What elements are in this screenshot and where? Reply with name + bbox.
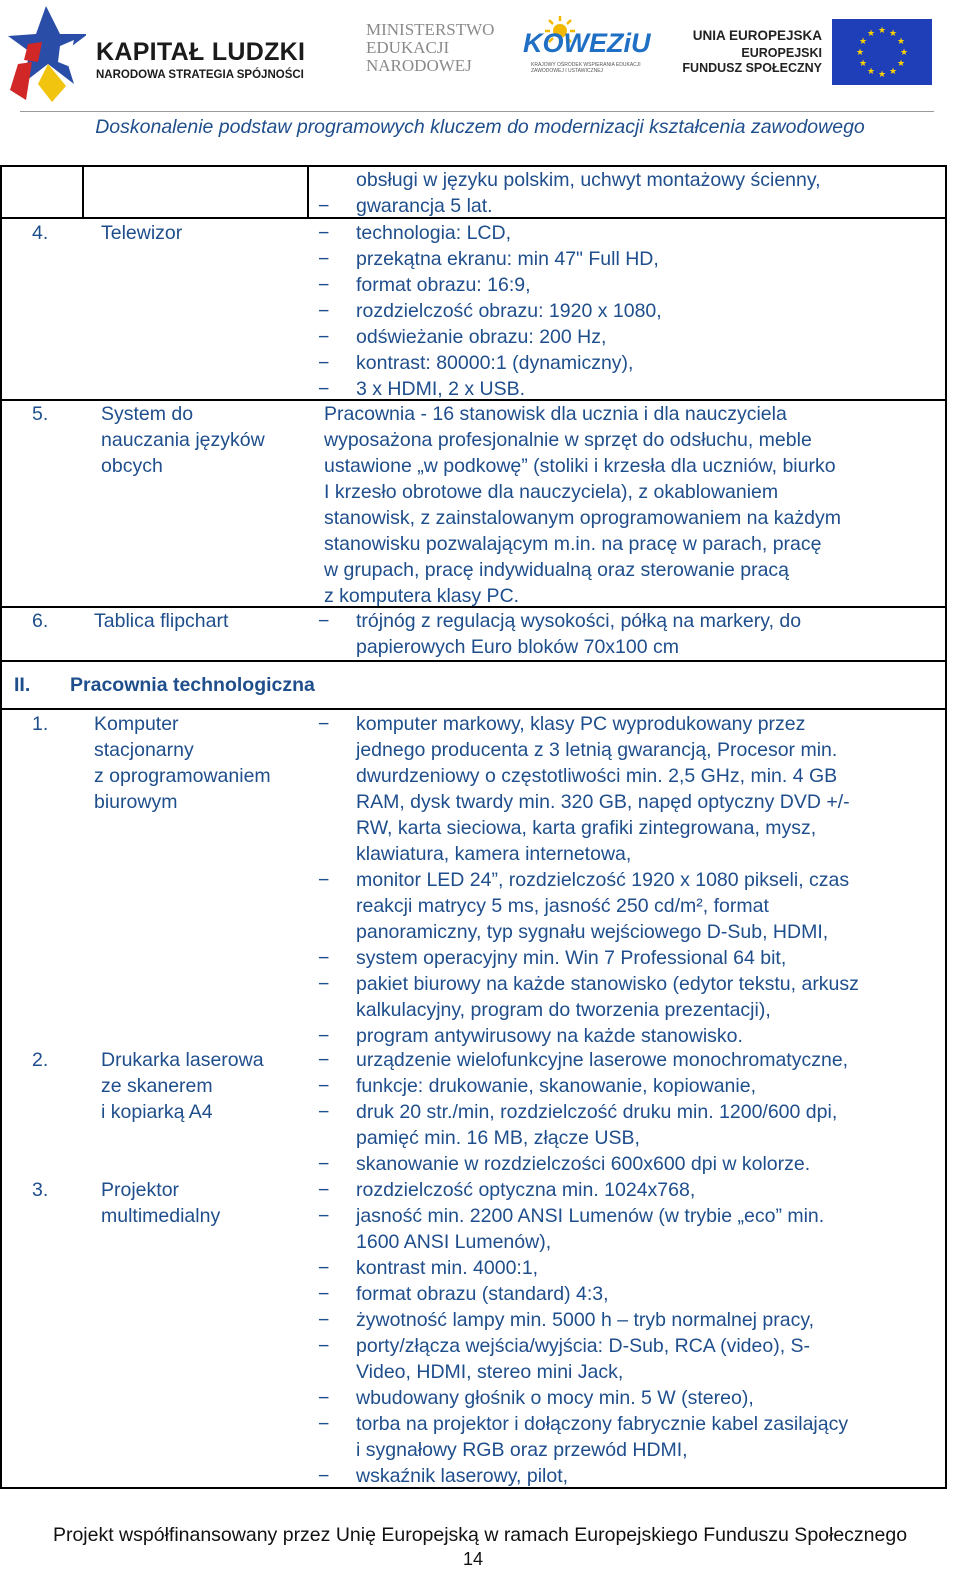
list-dash: − <box>318 1025 330 1047</box>
spec-line: monitor LED 24”, rozdzielczość 1920 x 1080 pikseli, czas <box>356 869 850 891</box>
table-border-left <box>0 165 2 1489</box>
list-dash: − <box>318 1413 330 1435</box>
spec-line: jasność min. 2200 ANSI Lumenów (w trybie „eco” min. <box>356 1205 825 1227</box>
spec-line: I krzesło obrotowe dla nauczyciela), z okablowaniem <box>324 481 779 503</box>
item-name: Projektor <box>101 1179 180 1201</box>
table-border-right <box>945 165 947 1489</box>
row-number: 2. <box>32 1049 49 1071</box>
ue-line-1: UNIA EUROPEJSKA <box>692 28 822 43</box>
spec-line: przekątna ekranu: min 47" Full HD, <box>356 248 659 270</box>
spec-line: pamięć min. 16 MB, złącze USB, <box>356 1127 640 1149</box>
list-dash: − <box>318 222 330 244</box>
spec-line: pakiet biurowy na każde stanowisko (edytor tekstu, arkusz <box>356 973 859 995</box>
spec-line: wyposażona profesjonalnie w sprzęt do odsłuchu, meble <box>324 429 812 451</box>
spec-line: torba na projektor i dołączony fabrycznie kabel zasilający <box>356 1413 849 1435</box>
kapital-ludzki-logo <box>8 4 328 102</box>
list-dash: − <box>318 352 330 374</box>
page-footer: Projekt współfinansowany przez Unię Europejską w ramach Europejskiego Funduszu Społecznego <box>52 1524 908 1546</box>
item-name: z oprogramowaniem <box>94 765 271 787</box>
spec-line: program antywirusowy na każde stanowisko. <box>356 1025 743 1047</box>
svg-text:★: ★ <box>877 70 887 80</box>
eu-flag-icon <box>832 19 932 85</box>
spec-line: i sygnałowy RGB oraz przewód HDMI, <box>356 1439 688 1461</box>
table-column-rule <box>82 165 84 217</box>
header-divider <box>20 111 934 112</box>
list-dash: − <box>318 1153 330 1175</box>
row-number: 4. <box>32 222 49 244</box>
spec-line: kalkulacyjny, program do tworzenia prezentacji), <box>356 999 771 1021</box>
item-name: ze skanerem <box>101 1075 213 1097</box>
item-name: multimedialny <box>101 1205 221 1227</box>
spec-line: ustawione „w podkowę” (stoliki i krzesła dla uczniów, biurko <box>324 455 836 477</box>
svg-text:★: ★ <box>858 37 868 47</box>
item-name: nauczania języków <box>101 429 265 451</box>
list-dash: − <box>318 1257 330 1279</box>
koweziu-logo <box>523 22 651 82</box>
section-number: II. <box>14 674 31 696</box>
row-number: 1. <box>32 713 49 735</box>
list-dash: − <box>318 1049 330 1071</box>
ue-line-3: FUNDUSZ SPOŁECZNY <box>682 61 822 75</box>
item-name: biurowym <box>94 791 178 813</box>
ue-line-2: EUROPEJSKI <box>741 46 822 60</box>
item-name: Drukarka laserowa <box>101 1049 264 1071</box>
spec-line: RW, karta sieciowa, karta grafiki zintegrowana, mysz, <box>356 817 817 839</box>
svg-text:★: ★ <box>866 67 876 77</box>
ministerstwo-line-3: NARODOWEJ <box>366 56 472 75</box>
svg-text:★: ★ <box>896 37 906 47</box>
spec-line: funkcje: drukowanie, skanowanie, kopiowanie, <box>356 1075 756 1097</box>
koweziu-subtitle: KRAJOWY OŚRODEK WSPIERANIA EDUKACJI ZAWODOWEJ I USTAWICZNEJ <box>531 62 641 74</box>
spec-line: z komputera klasy PC. <box>324 585 520 607</box>
list-dash: − <box>318 248 330 270</box>
spec-line: system operacyjny min. Win 7 Professional 64 bit, <box>356 947 787 969</box>
spec-line: kontrast min. 4000:1, <box>356 1257 539 1279</box>
svg-text:★: ★ <box>896 59 906 69</box>
item-name: obcych <box>101 455 163 477</box>
list-dash: − <box>318 973 330 995</box>
koweziu-title: KOWEZiU <box>523 28 651 58</box>
row-number: 6. <box>32 610 49 632</box>
item-name: Telewizor <box>101 222 183 244</box>
list-dash: − <box>318 610 330 632</box>
spec-line: trójnóg z regulacją wysokości, półką na markery, do <box>356 610 802 632</box>
spec-line: jednego producenta z 3 letnią gwarancją, Procesor min. <box>356 739 838 761</box>
spec-line: kontrast: 80000:1 (dynamiczny), <box>356 352 634 374</box>
list-dash: − <box>318 1179 330 1201</box>
svg-text:★: ★ <box>899 48 909 58</box>
svg-text:★: ★ <box>858 59 868 69</box>
list-dash: − <box>318 1387 330 1409</box>
spec-line: wskaźnik laserowy, pilot, <box>356 1465 569 1487</box>
table-column-rule <box>307 165 309 217</box>
ministerstwo-line-1: MINISTERSTWO <box>366 20 495 39</box>
list-dash: − <box>318 195 330 217</box>
item-name: System do <box>101 403 194 425</box>
ministerstwo-line-2: EDUKACJI <box>366 38 450 57</box>
list-dash: − <box>318 1283 330 1305</box>
svg-text:★: ★ <box>855 48 865 58</box>
list-dash: − <box>318 378 330 400</box>
section-title: Pracownia technologiczna <box>70 674 315 696</box>
page-number: 14 <box>462 1549 484 1569</box>
svg-text:★: ★ <box>877 26 887 36</box>
spec-line: stanowisk, z zainstalowanym oprogramowaniem na każdym <box>324 507 841 529</box>
svg-text:★: ★ <box>888 29 898 39</box>
spec-line: format obrazu: 16:9, <box>356 274 531 296</box>
spec-line: RAM, dysk twardy min. 320 GB, napęd optyczny DVD +/- <box>356 791 850 813</box>
spec-line: stanowisku pozwalającym m.in. na pracę w parach, pracę <box>324 533 822 555</box>
kapital-ludzki-subtitle: NARODOWA STRATEGIA SPÓJNOŚCI <box>96 69 304 81</box>
list-dash: − <box>318 713 330 735</box>
list-dash: − <box>318 1335 330 1357</box>
list-dash: − <box>318 1309 330 1331</box>
spec-line: wbudowany głośnik o mocy min. 5 W (stereo), <box>356 1387 754 1409</box>
table-rule <box>0 660 947 662</box>
spec-line: klawiatura, kamera internetowa, <box>356 843 632 865</box>
spec-line: komputer markowy, klasy PC wyprodukowany przez <box>356 713 806 735</box>
spec-line: skanowanie w rozdzielczości 600x600 dpi w kolorze. <box>356 1153 811 1175</box>
list-dash: − <box>318 326 330 348</box>
spec-line: porty/złącza wejścia/wyjścia: D-Sub, RCA (video), S- <box>356 1335 811 1357</box>
spec-line: gwarancja 5 lat. <box>356 195 493 217</box>
row-number: 5. <box>32 403 49 425</box>
spec-line: panoramiczny, typ sygnału wejściowego D-Sub, HDMI, <box>356 921 829 943</box>
spec-line: odświeżanie obrazu: 200 Hz, <box>356 326 607 348</box>
list-dash: − <box>318 1075 330 1097</box>
spec-line: obsługi w języku polskim, uchwyt montażowy ścienny, <box>356 169 821 191</box>
spec-line: Video, HDMI, stereo mini Jack, <box>356 1361 624 1383</box>
list-dash: − <box>318 869 330 891</box>
spec-line: format obrazu (standard) 4:3, <box>356 1283 609 1305</box>
spec-line: rozdzielczość obrazu: 1920 x 1080, <box>356 300 662 322</box>
item-name: stacjonarny <box>94 739 194 761</box>
spec-line: 3 x HDMI, 2 x USB. <box>356 378 526 400</box>
spec-line: reakcji matrycy 5 ms, jasność 250 cd/m², format <box>356 895 769 917</box>
kapital-ludzki-title: KAPITAŁ LUDZKI <box>96 38 306 66</box>
spec-line: żywotność lampy min. 5000 h – tryb normalnej pracy, <box>356 1309 815 1331</box>
project-title: Doskonalenie podstaw programowych kluczem do modernizacji kształcenia zawodowego <box>95 116 865 138</box>
list-dash: − <box>318 274 330 296</box>
list-dash: − <box>318 1465 330 1487</box>
spec-line: 1600 ANSI Lumenów), <box>356 1231 552 1253</box>
spec-line: dwurdzeniowy o częstotliwości min. 2,5 GHz, min. 4 GB <box>356 765 838 787</box>
table-rule <box>0 708 947 710</box>
spec-line: w grupach, pracę indywidualną oraz sterowanie pracą <box>324 559 790 581</box>
spec-line: papierowych Euro bloków 70x100 cm <box>356 636 680 658</box>
spec-line: urządzenie wielofunkcyjne laserowe monochromatyczne, <box>356 1049 849 1071</box>
list-dash: − <box>318 1205 330 1227</box>
spec-line: druk 20 str./min, rozdzielczość druku min. 1200/600 dpi, <box>356 1101 838 1123</box>
page-header <box>0 0 960 112</box>
list-dash: − <box>318 947 330 969</box>
item-name: Komputer <box>94 713 179 735</box>
spec-line: Pracownia - 16 stanowisk dla ucznia i dla nauczyciela <box>324 403 787 425</box>
spec-line: technologia: LCD, <box>356 222 512 244</box>
spec-line: rozdzielczość optyczna min. 1024x768, <box>356 1179 696 1201</box>
ministerstwo-logo <box>366 20 506 80</box>
unia-europejska-logo <box>682 18 940 88</box>
item-name: Tablica flipchart <box>94 610 229 632</box>
kapital-ludzki-star-icon <box>8 4 86 102</box>
svg-text:★: ★ <box>888 67 898 77</box>
row-number: 3. <box>32 1179 49 1201</box>
list-dash: − <box>318 1101 330 1123</box>
svg-text:★: ★ <box>866 29 876 39</box>
list-dash: − <box>318 300 330 322</box>
item-name: i kopiarką A4 <box>101 1101 213 1123</box>
